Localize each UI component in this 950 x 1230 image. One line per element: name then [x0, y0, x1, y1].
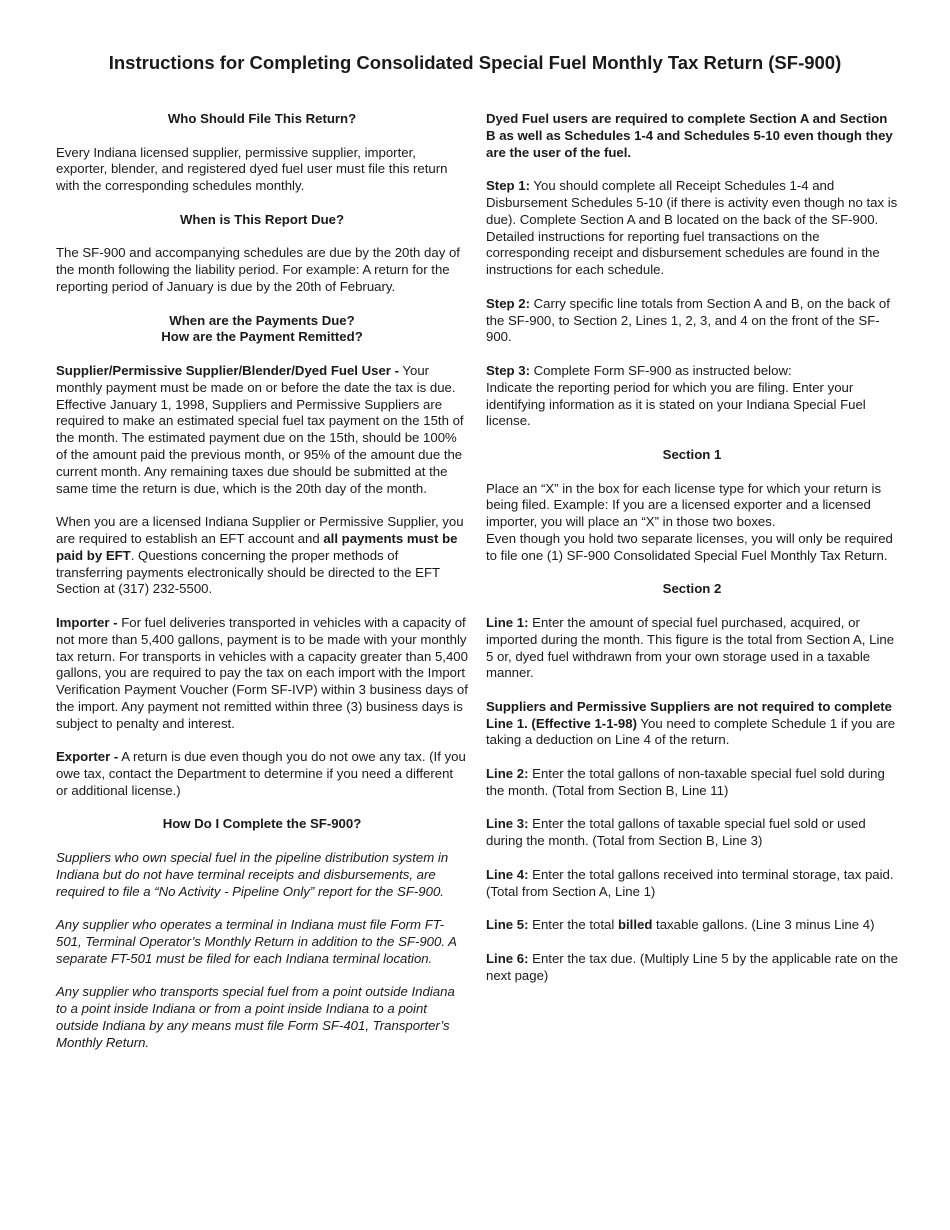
step3-text2: Indicate the reporting period for which you are filing. Enter your identifying information as it is stated on your Indiana Special Fuel license. [486, 379, 866, 429]
line1-lead: Line 1: [486, 614, 529, 630]
step3-lead: Step 3: [486, 362, 530, 378]
suppliers-line1-text: You need to complete Schedule 1 if you are taking a deduction on Line 4 of the return. [486, 715, 896, 748]
step2-paragraph [486, 296, 898, 346]
line4-text: Enter the total gallons received into terminal storage, tax paid. (Total from Section A, Line 1) [486, 866, 894, 899]
importer-lead: Importer - [56, 614, 118, 630]
eft-paragraph [56, 514, 468, 598]
exporter-lead: Exporter - [56, 749, 119, 765]
line5-text-c: taxable gallons. (Line 3 minus Line 4) [652, 917, 875, 933]
section1-text: Place an “X” in the box for each license type for which your return is being filed. Example: If you are a licensed exporter and a licensed importer, you will place an “X” in those two boxes. [486, 480, 882, 530]
exporter-text: A return is due even though you do not owe any tax. (If you owe tax, contact the Department to determine if you need a different or additional license.) [56, 749, 466, 798]
who-should-file-text: Every Indiana licensed supplier, permissive supplier, importer, exporter, blender, and registered dyed fuel user must file this return with the corresponding schedules monthly. [56, 144, 448, 194]
importer-text: For fuel deliveries transported in vehicles with a capacity of not more than 5,400 gallons, payment is to be made with your monthly tax return. For transports in vehicles with a capacity greater than 5,400 gallons, you are required to pay the tax on each import with the Import Verification Payment Voucher (Form SF-IVP) within 3 business days of the import. Any payment not remitted within three (3) business days is subject to penalty and interest. [56, 614, 468, 731]
line6-text: Enter the tax due. (Multiply Line 5 by the applicable rate on the next page) [486, 950, 898, 983]
heading-section-1: Section 1 [662, 446, 722, 462]
line4-paragraph [486, 867, 898, 901]
heading-payments [56, 313, 468, 347]
line5-lead: Line 5: [486, 917, 529, 933]
transporter-note: Any supplier who transports special fuel from a point outside Indiana to a point inside Indiana or from a point inside Indiana to a point outside Indiana by any means must file Form SF-401, Transporter’s Monthly Return. [56, 984, 455, 1050]
line6-lead: Line 6: [486, 950, 529, 966]
eft-text-bold: all payments must be paid by EFT [56, 530, 458, 563]
line2-lead: Line 2: [486, 766, 529, 782]
page-title: Instructions for Completing Consolidated Special Fuel Monthly Tax Return (SF-900) [108, 52, 842, 73]
step2-lead: Step 2: [486, 295, 530, 311]
heading-section-2: Section 2 [662, 581, 722, 597]
exporter-paragraph [56, 749, 468, 799]
step3-paragraph [486, 363, 898, 430]
eft-text-a: When you are a licensed Indiana Supplier or Permissive Supplier, you are required to establish an EFT account and [56, 514, 464, 546]
when-due-text: The SF-900 and accompanying schedules are due by the 20th day of the month following the liability period. For example: A return for the reporting period of January is due by the 20th of February. [56, 245, 460, 294]
suppliers-line1-paragraph [486, 699, 898, 749]
section1-paragraph [486, 481, 898, 565]
line5-text-a: Enter the total [528, 917, 618, 933]
line6-paragraph [486, 951, 898, 985]
heading-who-should-file: Who Should File This Return? [167, 111, 357, 126]
right-column [486, 111, 898, 1001]
line1-text: Enter the amount of special fuel purchased, acquired, or imported during the month. This figure is the total from Section A, Line 5 or, dyed fuel withdrawn from your own storage used in a taxable manner. [486, 614, 895, 681]
line4-lead: Line 4: [486, 866, 529, 882]
step1-text: You should complete all Receipt Schedules 1-4 and Disbursement Schedules 5-10 (if there is activity even though no tax is due). Complete Section A and B located on the back of the SF-900. Detailed instructions for reporting fuel transactions on the corresponding receipt and disbursement schedules are found in the instructions for each schedule. [486, 178, 898, 278]
line3-paragraph [486, 816, 898, 850]
heading-how-complete: How Do I Complete the SF-900? [162, 816, 362, 832]
line3-text: Enter the total gallons of taxable special fuel sold or used during the month. (Total from Section B, Line 3) [486, 816, 866, 849]
supplier-lead: Supplier/Permissive Supplier/Blender/Dyed Fuel User - [56, 362, 399, 378]
heading-payments-line1: When are the Payments Due? [169, 312, 355, 328]
dyed-fuel-note: Dyed Fuel users are required to complete Section A and Section B as well as Schedules 1-4 and Schedules 5-10 even though they are the user of the fuel. [486, 111, 893, 160]
supplier-text: Your monthly payment must be made on or before the date the tax is due. Effective January 1, 1998, Suppliers and Permissive Suppliers are required to make an estimated special fuel tax payment on the 15th of the month. The estimated payment due on the 15th, should be 100% of the amount paid the previous month, or 95% of the amount due the current month. Any remaining taxes due should be submitted at the same time the return is due, which is the 20th day of the month. [56, 362, 464, 496]
heading-when-due: When is This Report Due? [179, 211, 345, 227]
step2-text: Carry specific line totals from Section A and B, on the back of the SF-900, to Section 2, Lines 1, 2, 3, and 4 on the front of the SF-900. [486, 295, 890, 345]
left-column [56, 111, 468, 1068]
terminal-note: Any supplier who operates a terminal in Indiana must file Form FT-501, Terminal Operator’s Monthly Return in addition to the SF-900. A separate FT-501 must be filed for each Indiana terminal location. [56, 917, 457, 966]
line2-paragraph [486, 766, 898, 800]
eft-text-c: . Questions concerning the proper methods of transferring payments electronically should be directed to the EFT Section at (317) 232-5500. [56, 547, 440, 597]
importer-paragraph [56, 615, 468, 733]
line3-lead: Line 3: [486, 816, 529, 832]
pipeline-note: Suppliers who own special fuel in the pipeline distribution system in Indiana but do not have terminal receipts and disbursements, are required to file a “No Activity - Pipeline Only” report for the SF-900. [56, 850, 449, 899]
line1-paragraph [486, 615, 898, 682]
step1-paragraph [486, 178, 898, 279]
line5-paragraph [486, 917, 898, 934]
line2-text: Enter the total gallons of non-taxable special fuel sold during the month. (Total from Section B, Line 11) [486, 766, 885, 798]
step3-text: Complete Form SF-900 as instructed below: [529, 362, 792, 378]
line5-text-bold: billed [617, 917, 653, 933]
suppliers-line1-lead: Suppliers and Permissive Suppliers are not required to complete Line 1. (Effective 1-1-98) [486, 698, 892, 731]
section1-text2: Even though you hold two separate licenses, you will only be required to file one (1) SF-900 Consolidated Special Fuel Monthly Tax Return. [486, 530, 893, 563]
heading-payments-line2: How are the Payment Remitted? [161, 329, 363, 345]
supplier-paragraph [56, 363, 468, 497]
step1-lead: Step 1: [486, 178, 530, 194]
